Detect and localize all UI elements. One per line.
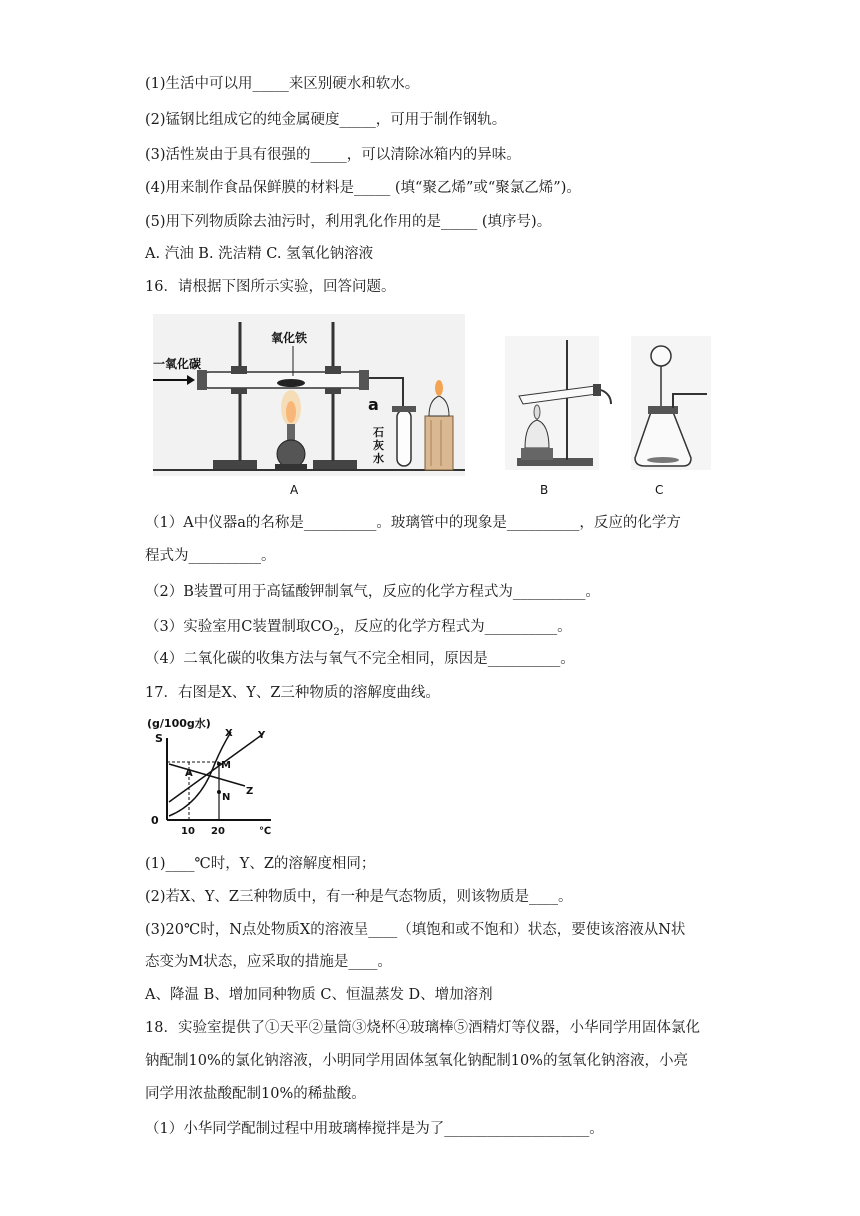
iron-stand-base-left	[213, 460, 257, 469]
curve-x	[169, 732, 231, 816]
question-17-part-1: (1)____℃时，Y、Z的溶解度相同；	[145, 856, 376, 872]
question-17-part-2: (2)若X、Y、Z三种物质中，有一种是气态物质，则该物质是____。	[145, 889, 573, 905]
lamp-flame	[435, 380, 443, 396]
question-16-part-3: （3）实验室用C装置制取$CO_2$，反应的化学方程式为__________。	[145, 619, 572, 638]
label-limewater-2: 灰	[373, 439, 384, 452]
label-point-n: N	[222, 792, 231, 803]
label-curve-z: Z	[246, 786, 254, 797]
wood-block	[425, 416, 453, 470]
label-iron-oxide: 氧化铁	[271, 331, 308, 345]
burner	[277, 440, 305, 468]
question-17-part-3a: (3)20℃时，N点处物质X的溶液呈____（填饱和或不饱和）状态，要使该溶液从N状	[145, 922, 686, 938]
question-15-part-1: (1)生活中可以用_____来区别硬水和软水。	[145, 76, 420, 92]
question-16-part-4: （4）二氧化碳的收集方法与氧气不完全相同，原因是__________。	[145, 651, 575, 667]
question-15-part-4: (4)用来制作食品保鲜膜的材料是_____ (填“聚乙烯”或“聚氯乙烯”)。	[145, 180, 581, 196]
question-16-stem: 16．请根据下图所示实验，回答问题。	[145, 279, 396, 295]
label-curve-y: Y	[258, 730, 266, 741]
figure-a-background	[153, 314, 465, 476]
question-15-options: A. 汽油 B. 洗洁精 C. 氢氧化钠溶液	[145, 246, 374, 262]
label-carbon-monoxide: 一氧化碳	[153, 357, 202, 371]
x-tick-20: 20	[211, 826, 225, 837]
question-18-stem-3: 同学用浓盐酸配制10%的稀盐酸。	[145, 1086, 366, 1102]
question-15-part-5: (5)用下列物质除去油污时，利用乳化作用的是_____ (填序号)。	[145, 214, 552, 230]
question-17-stem: 17．右图是X、Y、Z三种物质的溶解度曲线。	[145, 685, 440, 701]
point-n	[217, 790, 221, 794]
label-curve-x: X	[225, 728, 233, 739]
label-point-a: A	[185, 768, 193, 779]
x-axis-unit: ℃	[259, 826, 272, 837]
y-axis-symbol: S	[155, 732, 163, 745]
question-18-stem-1: 18．实验室提供了①天平②量筒③烧杯④玻璃棒⑤酒精灯等仪器，小华同学用固体氯化	[145, 1020, 700, 1036]
iron-oxide-powder	[277, 379, 305, 387]
y-axis-unit: (g/100g水)	[147, 717, 211, 730]
label-a: a	[368, 395, 379, 414]
iron-stand-base-right	[313, 460, 357, 469]
x-tick-10: 10	[181, 826, 195, 837]
solubility-curve-figure	[145, 712, 285, 838]
question-16-part-2: （2）B装置可用于高锰酸钾制氧气，反应的化学方程式为__________。	[145, 584, 600, 600]
label-point-m: M	[221, 760, 231, 771]
test-tube-a	[397, 410, 411, 466]
question-16-part-1a: （1）A中仪器a的名称是__________。玻璃管中的现象是__________，反应的化学方	[145, 515, 681, 531]
apparatus-figure	[145, 308, 715, 503]
caption-b: B	[540, 483, 549, 497]
question-15-part-3: (3)活性炭由于具有很强的_____，可以清除冰箱内的异味。	[145, 147, 521, 163]
funnel-bulb	[651, 346, 671, 366]
question-15-part-2: (2)锰钢比组成它的纯金属硬度_____，可用于制作钢轨。	[145, 112, 507, 128]
question-18-stem-2: 钠配制10%的氯化钠溶液，小明同学用固体氢氧化钠配制10%的氢氧化钠溶液，小亮	[145, 1053, 688, 1069]
flame	[286, 401, 296, 423]
label-limewater-3: 水	[373, 452, 384, 465]
origin-label: 0	[151, 814, 159, 827]
curve-z	[169, 764, 245, 786]
label-limewater-1: 石	[373, 426, 384, 439]
question-16-part-1b: 程式为__________。	[145, 548, 276, 564]
caption-c: C	[655, 483, 664, 497]
question-18-part-1: （1）小华同学配制过程中用玻璃棒搅拌是为了____________________。	[145, 1121, 604, 1137]
question-17-options: A、降温 B、增加同种物质 C、恒温蒸发 D、增加溶剂	[145, 987, 493, 1003]
question-17-part-3b: 态变为M状态，应采取的措施是____。	[145, 954, 392, 970]
caption-a: A	[290, 483, 299, 497]
